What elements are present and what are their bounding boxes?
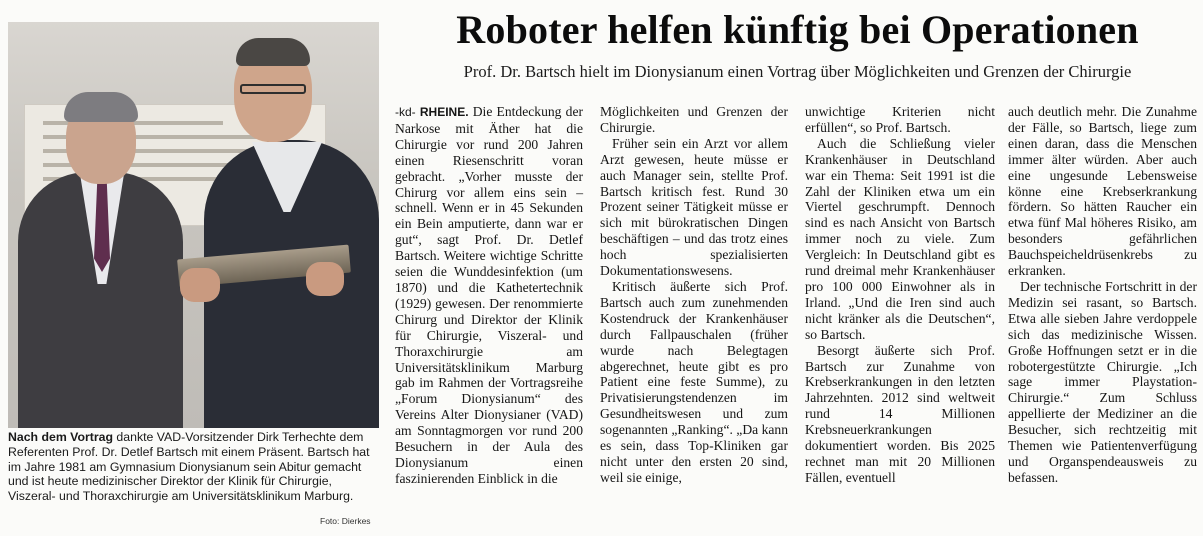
subheadline: Prof. Dr. Bartsch hielt im Dionysianum einen Vortrag über Möglichkeiten und Grenzen der Chirurgie — [463, 62, 1132, 81]
paragraph: Auch die Schließung vieler Krankenhäuser in Deutschland war ein Thema: Seit 1991 ist die Zahl der Kliniken etwa um ein Viertel geschrumpft. Dennoch sind es nach Ansicht von Bartsch immer noch zu viele. Zum Vergleich: In Deutschland gibt es rund dreimal mehr Krankenhäuser pro 100 000 Einwohner als in Irland. „Und die Iren sind auch nicht kränker als die Deutschen“, so Bartsch. — [805, 135, 995, 342]
caption-text: dankte VAD-Vorsitzender Dirk Terhechte dem Referenten Prof. Dr. Detlef Bartsch mit einem Präsent. Bartsch hat im Jahre 1981 am Gymnasium Dionysianum sein Abitur gemacht und ist heute medizinischer Direktor der Klinik für Chirurgie, Viszeral- und Thoraxchirurgie am Universitätsklinikum Marburg. — [8, 430, 370, 504]
paragraph: Früher sein ein Arzt vor allem Arzt gewesen, heute müsse er auch Manager sein, stellte Prof. Bartsch kritisch fest. Rund 30 Prozent seiner Tätigkeit müsse er sich mit bürokratischen Dingen beschäftigen – und das trotz eines hoch spezialisierten Dokumentationswesens. — [600, 135, 788, 279]
paragraph: Die Entdeckung der Narkose mit Äther hat die Chirurgie vor rund 200 Jahren einen Riesenschritt voran gebracht. „Vorher musste der Chirurg vor allem eins sein – schnell. Wenn er in 45 Sekunden ein Bein amputierte, dann war er gut“, sagt Prof. Dr. Detlef Bartsch. Weitere wichtige Schritte seien die Wunddesinfektion (um 1870) und die Kathetertechnik (1929) gewesen. Der renommierte Chirurg und Direktor der Klinik für Chirurgie, Viszeral- und Thoraxchirurgie am Universitätsklinikum Marburg gab im Rahmen der Vortragsreihe „Forum Dionysianum“ des Vereins Alter Dionysianer (VAD) am Sonntagmorgen vor rund 200 Besuchern in der Aula des Dionysianum einen faszinierenden Einblick in die — [395, 104, 583, 486]
paragraph: unwichtige Kriterien nicht erfüllen“, so Prof. Bartsch. — [805, 104, 995, 135]
article-photo — [8, 22, 379, 428]
paragraph: Kritisch äußerte sich Prof. Bartsch auch zum zunehmenden Kostendruck der Krankenhäuser durch Fallpauschalen (früher wurde nach Belegtagen abgerechnet, heute gibt es pro Patient eine feste Summe), zu Privatisierungstendenzen im Gesundheitswesen und zum sogenannten „Ranking“. „Da kann es sein, dass Top-Kliniken gar nicht unter den ersten 20 sind, weil sie einige, — [600, 278, 788, 485]
dateline: RHEINE. — [419, 105, 469, 119]
article-column-2 — [600, 104, 788, 486]
article-column-4 — [1008, 104, 1197, 486]
article-column-1 — [395, 104, 583, 487]
paragraph: Besorgt äußerte sich Prof. Bartsch zur Zunahme von Krebserkrankungen in den letzten Jahrzehnten. 2012 sind weltweit rund 14 Millionen Krebsneuerkrankungen dokumentiert worden. Bis 2025 rechnet man mit 20 Millionen Fällen, eventuell — [805, 342, 995, 485]
caption-lead: Nach dem Vortrag — [8, 430, 114, 444]
byline: -kd- — [395, 105, 416, 119]
photo-credit: Foto: Dierkes — [320, 516, 371, 526]
paragraph: Der technische Fortschritt in der Medizin sei rasant, so Bartsch. Etwa alle sieben Jahre verdoppele sich das medizinische Wissen. Große Hoffnungen setzt er in die robotergestützte Chirurgie. „Ich sage immer Playstation-Chirurgie.“ Zum Schluss appellierte der Mediziner an die Besucher, sich rechtzeitig mit Themen wie Patientenverfügung und Organspendeausweis zu befassen. — [1008, 278, 1197, 485]
paragraph: auch deutlich mehr. Die Zunahme der Fälle, so Bartsch, liege zum einen daran, dass die Menschen immer älter würden. Aber auch eine ungesunde Lebensweise könne eine Krebserkrankung fördern. So hätten Raucher ein etwa fünf Mal höheres Risiko, am besonders gefährlichen Bauchspeicheldrüsenkrebs zu erkranken. — [1008, 104, 1197, 279]
article-column-3 — [805, 104, 995, 486]
headline: Roboter helfen künftig bei Operationen — [456, 7, 1139, 52]
photo-caption — [8, 430, 380, 504]
paragraph: Möglichkeiten und Grenzen der Chirurgie. — [600, 104, 788, 135]
